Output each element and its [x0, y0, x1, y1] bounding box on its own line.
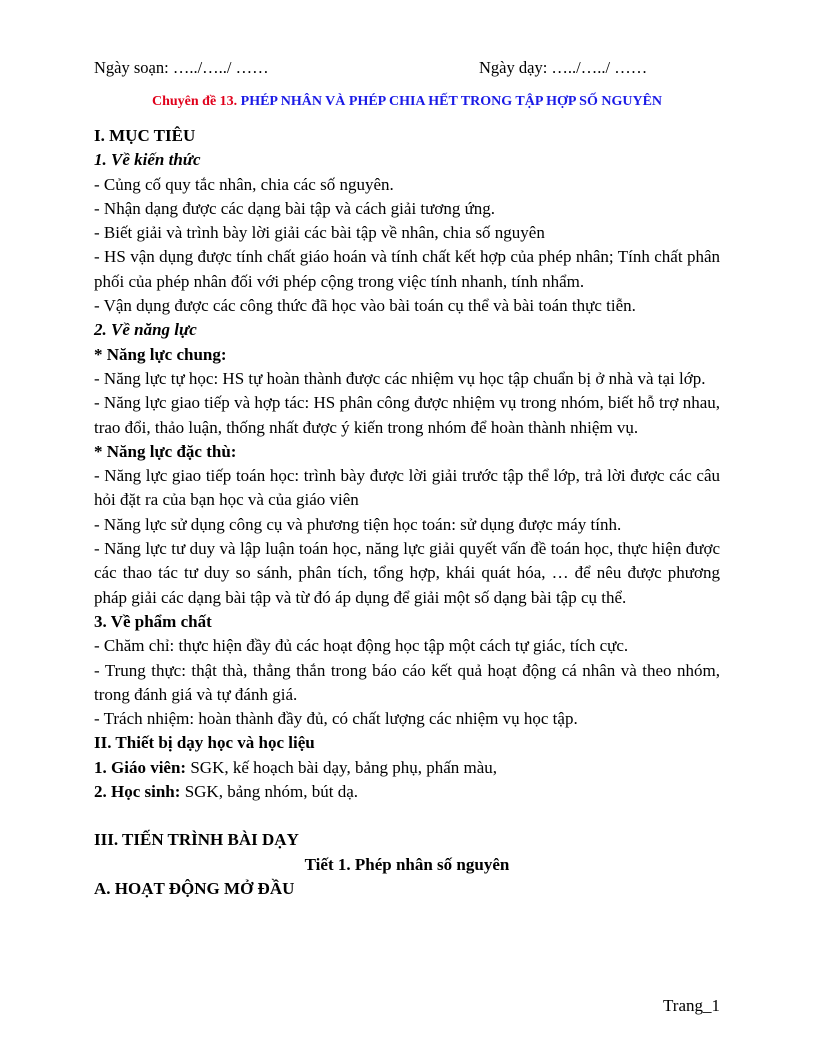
ngay-day: Ngày dạy: …../…../ ……: [479, 58, 648, 77]
giao-vien-text: SGK, kế hoạch bài dạy, bảng phụ, phấn màu,: [186, 757, 498, 777]
heading-muc-tieu: I. MỤC TIÊU: [94, 126, 196, 145]
giao-vien-label: 1. Giáo viên:: [94, 757, 187, 777]
list-item: - Nhận dạng được các dạng bài tập và cách giải tương ứng.: [94, 198, 496, 218]
heading-nang-luc-chung: * Năng lực chung:: [94, 344, 227, 364]
heading-nang-luc-dac-thu: * Năng lực đặc thù:: [94, 441, 237, 461]
date-header: [94, 58, 720, 84]
heading-tiet: Tiết 1. Phép nhân số nguyên: [304, 854, 510, 874]
giao-vien-line: [94, 756, 720, 780]
document-page: [94, 58, 720, 901]
page-number: Trang_1: [663, 996, 720, 1015]
heading-pham-chat: 3. Về phẩm chất: [94, 611, 212, 631]
heading-tien-trinh: III. TIẾN TRÌNH BÀI DẠY: [94, 830, 299, 850]
hoc-sinh-line: [94, 780, 720, 804]
ngay-soan: Ngày soạn: …../…../ ……: [94, 58, 269, 77]
list-item: - Năng lực tự học: HS tự hoàn thành được các nhiệm vụ học tập chuẩn bị ở nhà và tại lớp.: [94, 368, 706, 388]
document-body: [94, 124, 720, 901]
list-item: - Trách nhiệm: hoàn thành đầy đủ, có chất lượng các nhiệm vụ học tập.: [94, 709, 578, 729]
topic-label: Chuyên đề 13.: [151, 94, 238, 109]
list-item: - Năng lực giao tiếp và hợp tác: HS phân công được nhiệm vụ trong nhóm, biết hỗ trợ nhau, trao đổi, thảo luận, thống nhất được ý kiến trong nhóm để hoàn thành nhiệm vụ.: [94, 393, 720, 437]
list-item: - Năng lực sử dụng công cụ và phương tiện học toán: sử dụng được máy tính.: [94, 514, 622, 534]
hoc-sinh-label: 2. Học sinh:: [94, 782, 181, 802]
spacer: [94, 804, 720, 828]
hoc-sinh-text: SGK, bảng nhóm, bút dạ.: [180, 782, 358, 802]
heading-thiet-bi: II. Thiết bị dạy học và học liệu: [94, 733, 315, 753]
list-item: - Năng lực giao tiếp toán học: trình bày được lời giải trước tập thể lớp, trả lời được các câu hỏi đặt ra của bạn học và của giáo viên: [94, 466, 720, 510]
heading-nang-luc: 2. Về năng lực: [94, 320, 197, 340]
topic-title: [94, 94, 720, 118]
list-item: - Vận dụng được các công thức đã học vào bài toán cụ thể và bài toán thực tiễn.: [94, 296, 636, 316]
heading-mo-dau: A. HOẠT ĐỘNG MỞ ĐẦU: [94, 878, 295, 898]
heading-kien-thuc: 1. Về kiến thức: [94, 150, 201, 170]
topic-name: PHÉP NHÂN VÀ PHÉP CHIA HẾT TRONG TẬP HỢP SỐ NGUYÊN: [240, 94, 663, 109]
list-item: - Năng lực tư duy và lập luận toán học, năng lực giải quyết vấn đề toán học, thực hiện được các thao tác tư duy so sánh, phân tích, tổng hợp, khái quát hóa, … để nêu được phương pháp giải các dạng bài tập và từ đó áp dụng để giải một số dạng bài tập cụ thể.: [94, 539, 720, 607]
list-item: - Củng cố quy tắc nhân, chia các số nguyên.: [94, 174, 394, 194]
list-item: - HS vận dụng được tính chất giáo hoán và tính chất kết hợp của phép nhân; Tính chất phân phối của phép nhân đối với phép cộng trong việc tính nhanh, tính nhẩm.: [94, 247, 720, 291]
list-item: - Biết giải và trình bày lời giải các bài tập về nhân, chia số nguyên: [94, 223, 545, 243]
list-item: - Chăm chỉ: thực hiện đầy đủ các hoạt động học tập một cách tự giác, tích cực.: [94, 636, 629, 656]
list-item: - Trung thực: thật thà, thẳng thắn trong báo cáo kết quả hoạt động cá nhân và theo nhóm, trong đánh giá và tự đánh giá.: [94, 660, 720, 704]
